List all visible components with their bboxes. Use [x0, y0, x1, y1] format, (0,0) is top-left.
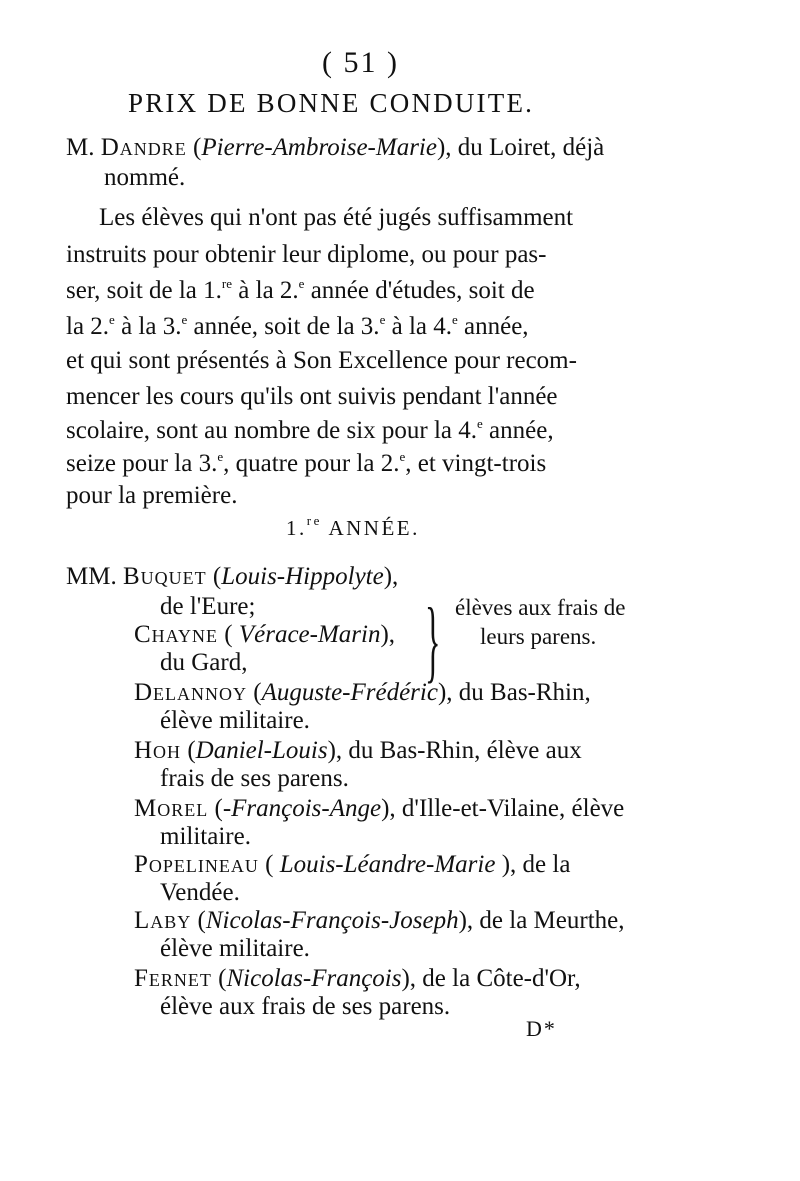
entry-fernet-line-1: Fernet (Nicolas-François), de la Côte-d'Or,	[134, 965, 581, 992]
paragraph-line-8: seize pour la 3.$^e$, quatre pour la 2.$^e$, et vingt-trois	[66, 449, 547, 477]
entry-hoh-line-1: Hoh (Daniel-Louis), du Bas-Rhin, élève aux	[134, 737, 582, 764]
paragraph-line-6: mencer les cours qu'ils ont suivis pendant l'année	[66, 383, 558, 410]
conduct-prize-line-1: M. Dandre (Pierre-Ambroise-Marie), du Loiret, déjà	[66, 134, 605, 161]
entry-laby-line-2: élève militaire.	[160, 935, 310, 962]
conduct-prize-line-2: nommé.	[104, 164, 186, 191]
paragraph-line-1: Les élèves qui n'ont pas été jugés suffisamment	[99, 204, 574, 231]
paragraph-line-5: et qui sont présentés à Son Excellence pour recom-	[66, 347, 577, 374]
paragraph-line-3: ser, soit de la 1.$^{re}$ à la 2.$^e$ année d'études, soit de	[66, 276, 535, 304]
entry-hoh-line-2: frais de ses parens.	[160, 765, 349, 792]
entry-fernet-line-2: élève aux frais de ses parens.	[160, 993, 451, 1020]
section-heading: PRIX DE BONNE CONDUITE.	[128, 88, 535, 118]
entry-delannoy-line-1: Delannoy (Auguste-Frédéric), du Bas-Rhin,	[134, 679, 591, 706]
page-number: ( 51 )	[322, 46, 399, 79]
entry-morel-line-1: Morel (-François-Ange), d'Ille-et-Vilaine, élève	[134, 795, 625, 822]
entry-popelineau-line-1: Popelineau ( Louis-Léandre-Marie ), de la	[134, 851, 571, 878]
signature-mark: D*	[526, 1016, 557, 1041]
entry-chayne-line-1: Chayne ( Vérace-Marin),	[134, 621, 396, 648]
year-subheading: 1.$^{re}$ ANNÉE.	[286, 513, 420, 540]
paragraph-line-9: pour la première.	[66, 482, 238, 509]
paragraph-line-4: la 2.$^e$ à la 3.$^e$ année, soit de la 3.$^e$ à la 4.$^e$ année,	[66, 312, 529, 340]
entry-popelineau-line-2: Vendée.	[160, 879, 240, 906]
brace-note-line-1: élèves aux frais de	[455, 595, 626, 620]
entry-buquet-line-2: de l'Eure;	[160, 593, 256, 620]
paragraph-line-2: instruits pour obtenir leur diplome, ou pour pas-	[66, 241, 547, 268]
entry-chayne-line-2: du Gard,	[160, 649, 248, 676]
paragraph-line-7: scolaire, sont au nombre de six pour la 4.$^e$ année,	[66, 416, 554, 444]
entry-buquet-line-1: MM. Buquet (Louis-Hippolyte),	[66, 563, 399, 590]
brace-note-line-2: leurs parens.	[480, 624, 597, 649]
curly-brace: }	[425, 589, 441, 691]
entry-laby-line-1: Laby (Nicolas-François-Joseph), de la Meurthe,	[134, 907, 625, 934]
entry-morel-line-2: militaire.	[160, 823, 251, 850]
entry-delannoy-line-2: élève militaire.	[160, 707, 310, 734]
